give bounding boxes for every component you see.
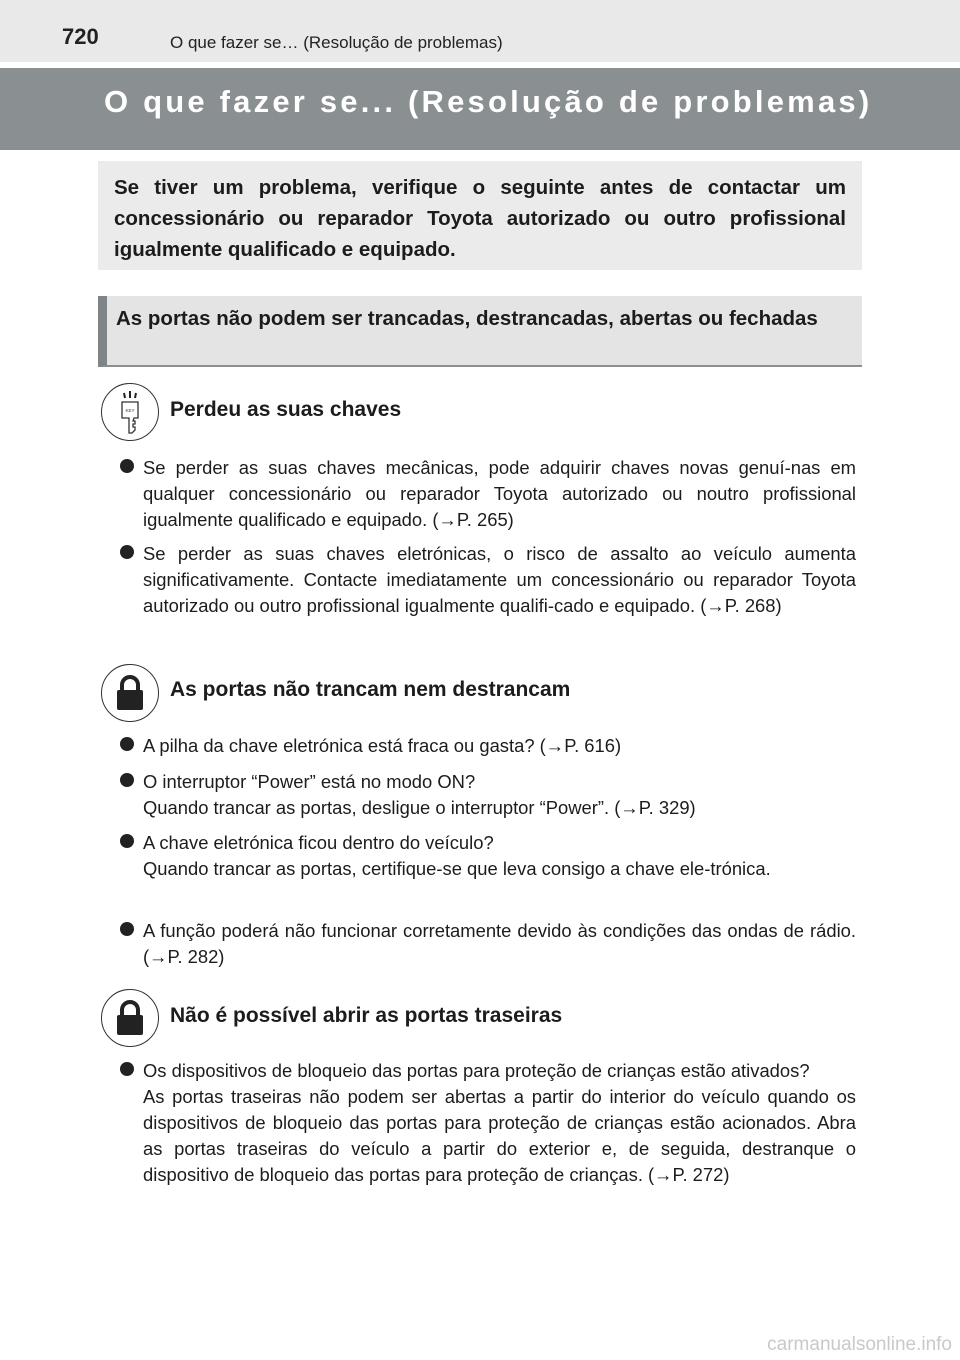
list-item: A pilha da chave eletrónica está fraca ou gasta? (→P. 616) (120, 733, 856, 759)
list-item: Se perder as suas chaves mecânicas, pode adquirir chaves novas genuí-nas em qualquer concessionário ou reparador Toyota autorizado ou noutro profissional igualmente qualificado e equipado. (→P. 265) (120, 455, 856, 533)
list-item: Se perder as suas chaves eletrónicas, o risco de assalto ao veículo aumenta significativamente. Contacte imediatamente um concessionário ou reparador Toyota autorizado ou outro profissional igualmente qualifi-cado e equipado. (→P. 268) (120, 541, 856, 619)
bullet-dot (120, 773, 134, 787)
intro-box (98, 161, 862, 270)
list-item: O interruptor “Power” está no modo ON? Quando trancar as portas, desligue o interruptor “Power”. (→P. 329) (120, 769, 856, 821)
watermark: carmanualsonline.info (767, 1334, 952, 1355)
bullet-dot (120, 834, 134, 848)
bullet-dot (120, 545, 134, 559)
bullet-dot (120, 1062, 134, 1076)
padlock-icon (101, 664, 159, 722)
running-head: O que fazer se… (Resolução de problemas) (170, 33, 503, 52)
key-icon-label: KEY (125, 408, 135, 413)
key-icon (101, 383, 159, 441)
subsection-title-rear-doors: Não é possível abrir as portas traseiras (170, 1004, 563, 1027)
subsection-title-doors-lock: As portas não trancam nem destrancam (170, 678, 571, 701)
section-heading-box (98, 296, 862, 367)
intro-text: Se tiver um problema, verifique o seguinte antes de contactar um concessionário ou reparador Toyota autorizado ou outro profissional igualmente qualificado e equipado. (114, 176, 846, 261)
list-item: Os dispositivos de bloqueio das portas para proteção de crianças estão ativados? As portas traseiras não podem ser abertas a partir do interior do veículo quando os dispositivos de bloqueio das portas para proteção de crianças estão acionados. Abra as portas traseiras do veículo a partir do exterior e, de seguida, destranque o dispositivo de bloqueio das portas para proteção de crianças. (→P. 272) (120, 1058, 856, 1188)
padlock-icon (101, 989, 159, 1047)
page-number: 720 (62, 24, 99, 49)
bullet-dot (120, 737, 134, 751)
bullet-dot (120, 459, 134, 473)
list-item: A chave eletrónica ficou dentro do veículo? Quando trancar as portas, certifique-se que leva consigo a chave ele-trónica. (120, 830, 856, 882)
bullet-dot (120, 922, 134, 936)
page-title: O que fazer se... (Resolução de problemas) (104, 84, 873, 119)
section-heading: As portas não podem ser trancadas, destrancadas, abertas ou fechadas (116, 307, 818, 330)
subsection-title-lost-keys: Perdeu as suas chaves (170, 398, 402, 421)
list-item: A função poderá não funcionar corretamente devido às condições das ondas de rádio. (→P. 282) (120, 918, 856, 970)
